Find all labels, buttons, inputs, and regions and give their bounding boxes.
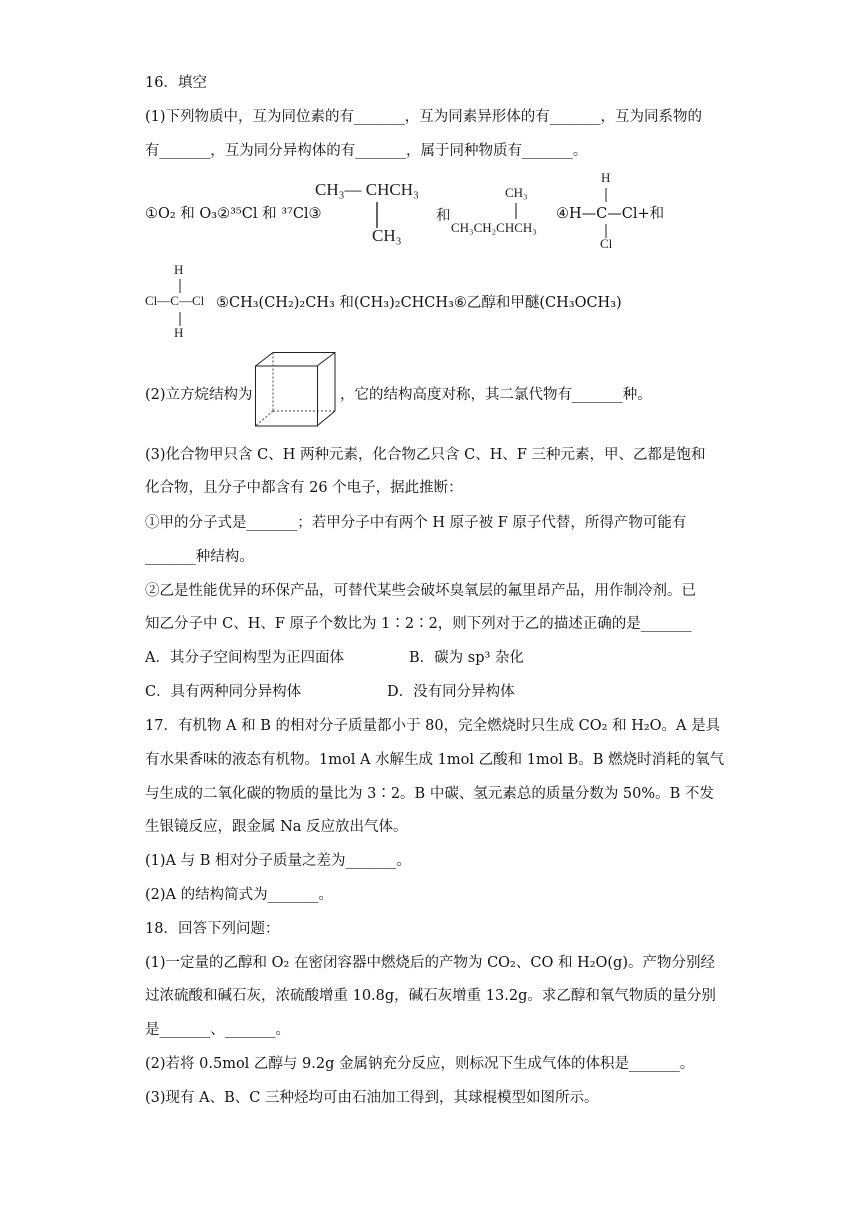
q18-sub2: (2)若将 0.5mol 乙醇与 9.2g 金属钠充分反应，则标况下生成气体的体积是_______。	[145, 1056, 695, 1072]
q16-p1-line2: 有_______，互为同分异构体的有_______，属于同种物质有_______。	[145, 143, 588, 159]
q16-p2-prefix: (2)立方烷结构为	[145, 387, 253, 403]
q16-p3-line1: (3)化合物甲只含 C、H 两种元素，化合物乙只含 C、H、F 三种元素，甲、乙都是饱和	[145, 447, 706, 463]
q16-p3-a2: _______种结构。	[145, 549, 254, 565]
struct4b-bond-bot	[179, 312, 181, 326]
struct3b-top: CH₃	[505, 185, 528, 200]
q16-p3-line2: 化合物，且分子中都含有 26 个电子，据此推断：	[145, 480, 463, 496]
struct4b-h-top: H	[174, 262, 184, 277]
q17-line2: 有水果香味的液态有机物。1mol A 水解生成 1mol 乙酸和 1mol B。B 燃烧时消耗的氧气	[145, 752, 725, 768]
q17-line3: 与生成的二氧化碳的物质的量比为 3∶2。B 中碳、氢元素总的质量分数为 50%。B 不发	[145, 786, 714, 802]
option-b: B．碳为 sp³ 杂化	[409, 650, 524, 666]
struct4b-row: Cl—C—Cl	[145, 293, 205, 308]
struct3-and: 和	[436, 208, 451, 224]
option-d: D．没有同分异构体	[387, 684, 515, 700]
q17-line1: 17．有机物 A 和 B 的相对分子质量都小于 80，完全燃烧时只生成 CO₂ 和 H₂O。A 是具	[145, 718, 721, 734]
q16-items-5-6: ⑤CH₃(CH₂)₂CH₃ 和(CH₃)₂CHCH₃⑥乙醇和甲醚(CH₃OCH₃)	[216, 295, 622, 311]
struct4a-bond-top	[605, 188, 607, 202]
q18-sub3: (3)现有 A、B、C 三种烃均可由石油加工得到，其球棍模型如图所示。	[145, 1090, 599, 1106]
q18-line3: 是_______、_______。	[145, 1022, 290, 1038]
option-c: C．具有两种同分异构体	[145, 684, 302, 700]
q16-items-1-3: ①O₂ 和 O₃②³⁵Cl 和 ³⁷Cl③	[145, 206, 322, 222]
struct4a-cl: Cl	[600, 236, 613, 251]
q17-sub1: (1)A 与 B 相对分子质量之差为_______。	[145, 853, 411, 869]
q18-line1: (1)一定量的乙醇和 O₂ 在密闭容器中燃烧后的产物为 CO₂、CO 和 H₂O(g)。产物分别经	[145, 955, 716, 971]
struct4b-bond-top	[179, 279, 181, 293]
struct3b-bot: CH₃CH₂CHCH₃	[451, 220, 537, 235]
q16-p2-suffix: ，它的结构高度对称，其二氯代物有_______种。	[340, 387, 652, 403]
struct3b-bond	[515, 203, 517, 219]
cubane-diagram	[255, 352, 345, 427]
q17-line4: 生银镜反应，跟金属 Na 反应放出气体。	[145, 819, 408, 835]
q16-p3-b2: 知乙分子中 C、H、F 原子个数比为 1∶2∶2，则下列对于乙的描述正确的是_______	[145, 616, 692, 632]
q18-title: 18．回答下列问题：	[145, 921, 280, 937]
struct3a-top: CH₃— CHCH₃	[315, 180, 419, 199]
struct3a-bot: CH₃	[372, 226, 402, 245]
struct4a-h: H	[601, 170, 611, 185]
option-a: A．其分子空间构型为正四面体	[145, 650, 344, 666]
struct4a-row: ④H—C—Cl+和	[556, 206, 665, 222]
q17-sub2: (2)A 的结构简式为_______。	[145, 887, 333, 903]
q16-title: 16．填空	[145, 75, 207, 91]
q16-p3-b1: ②乙是性能优异的环保产品，可替代某些会破坏臭氧层的氟里昂产品，用作制冷剂。已	[145, 583, 696, 599]
q18-line2: 过浓硫酸和碱石灰，浓硫酸增重 10.8g，碱石灰增重 13.2g。求乙醇和氧气物质的量分别	[145, 988, 716, 1004]
q16-p1-line1: (1)下列物质中，互为同位素的有_______，互为同素异形体的有_______，互为同系物的	[145, 109, 703, 125]
struct3a-bond	[376, 202, 378, 228]
struct4b-h-bot: H	[174, 325, 184, 340]
q16-p3-a1: ①甲的分子式是_______；若甲分子中有两个 H 原子被 F 原子代替，所得产物可能有	[145, 515, 687, 531]
